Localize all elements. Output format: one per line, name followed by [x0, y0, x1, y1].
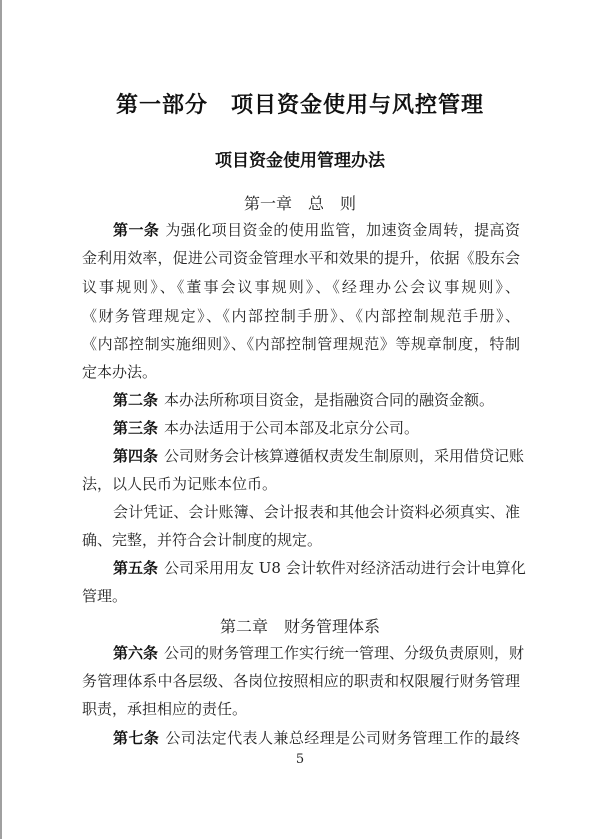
article-line: 务管理体系中各层级、各岗位按照相应的职责和权限履行财务管理: [82, 672, 520, 690]
article-text: 本办法适用于公司本部及北京分公司。: [164, 419, 420, 437]
article-line: 金利用效率，促进公司资金管理水平和效果的提升，依据《股东会: [82, 249, 520, 267]
article-line: [113, 390, 520, 410]
article-line: 议事规则》、《董事会议事规则》、《经理办公会议事规则》、: [82, 278, 520, 296]
article-label: 第六条: [113, 644, 159, 662]
page-number: 5: [295, 752, 305, 767]
article-line: [113, 558, 526, 578]
document-title: 项目资金使用管理办法: [215, 151, 385, 171]
page-border: [0, 0, 2, 839]
article-line: [113, 728, 520, 748]
article-text: 公司采用用友 U8 会计软件对经济活动进行会计电算化: [164, 559, 526, 577]
article-label: 第四条: [113, 447, 159, 465]
article-line: [113, 446, 525, 466]
article-text: 为强化项目资金的使用监管，加速资金周转，提高资: [165, 221, 520, 239]
article-line: [113, 418, 520, 438]
article-line: 确、完整，并符合会计制度的规定。: [82, 531, 323, 549]
article-line: 《内部控制实施细则》、《内部控制管理规范》等规章制度，特制: [82, 335, 520, 353]
article-label: 第七条: [113, 729, 160, 747]
chapter-heading: 第一章 总 则: [243, 194, 356, 213]
article-line: 管理。: [82, 587, 128, 605]
article-line: [113, 220, 520, 240]
article-text: 公司的财务管理工作实行统一管理、分级负责原则，财: [164, 644, 525, 662]
article-label: 第五条: [113, 559, 159, 577]
article-line: 会计凭证、会计账簿、会计报表和其他会计资料必须真实、准: [113, 503, 520, 521]
article-text: 公司法定代表人兼总经理是公司财务管理工作的最终: [165, 729, 520, 747]
article-label: 第二条: [113, 391, 159, 409]
article-line: 《财务管理规定》、《内部控制手册》、《内部控制规范手册》、: [82, 307, 520, 325]
part-title: 第一部分 项目资金使用与风控管理: [115, 93, 484, 118]
article-line: 法，以人民币为记账本位币。: [82, 475, 278, 493]
article-line: [113, 643, 525, 663]
article-text: 本办法所称项目资金，是指融资合同的融资金额。: [164, 391, 495, 409]
article-line: 职责，承担相应的责任。: [82, 700, 248, 718]
article-line: 定本办法。: [82, 363, 158, 381]
article-label: 第三条: [113, 419, 159, 437]
article-label: 第一条: [113, 221, 160, 239]
chapter-heading: 第二章 财务管理体系: [219, 617, 380, 636]
article-text: 公司财务会计核算遵循权责发生制原则，采用借贷记账: [164, 447, 525, 465]
